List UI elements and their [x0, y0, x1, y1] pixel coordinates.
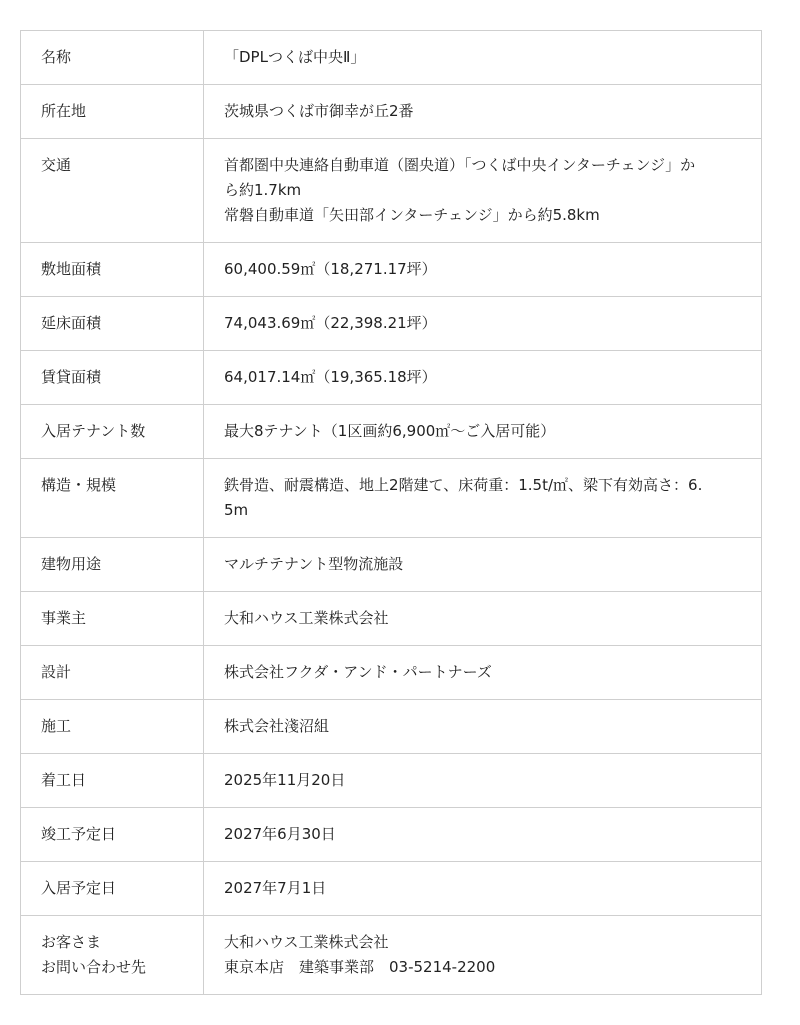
table-row-usage [21, 538, 762, 592]
row-value-text: 2027年7月1日 [224, 879, 327, 897]
row-value-text: 大和ハウス工業株式会社 [224, 933, 389, 951]
table-row-contact [21, 916, 762, 995]
row-value [204, 139, 762, 243]
row-label [21, 592, 204, 646]
table-row-move-in-date [21, 862, 762, 916]
row-label [21, 31, 204, 85]
table-row-access [21, 139, 762, 243]
row-label-text: 敷地面積 [41, 260, 102, 278]
row-label [21, 646, 204, 700]
row-label [21, 808, 204, 862]
table-row-site-area [21, 243, 762, 297]
row-value-text: 東京本店 建築事業部 03-5214-2200 [224, 958, 496, 976]
row-label [21, 351, 204, 405]
row-label [21, 85, 204, 139]
row-value-text: 大和ハウス工業株式会社 [224, 609, 389, 627]
row-label-text: 延床面積 [41, 314, 102, 332]
row-value [204, 754, 762, 808]
row-label-text: 名称 [41, 48, 72, 66]
row-label-text: 入居予定日 [41, 879, 117, 897]
row-value [204, 85, 762, 139]
row-value-text: 2025年11月20日 [224, 771, 346, 789]
table-row-design [21, 646, 762, 700]
row-label-text: 設計 [41, 663, 72, 681]
row-label-text: 交通 [41, 156, 72, 174]
row-label-text: 賃貸面積 [41, 368, 102, 386]
row-value-text: 鉄骨造、耐震構造、地上2階建て、床荷重：1.5t/㎡、梁下有効高さ：6. [224, 476, 703, 494]
row-label [21, 754, 204, 808]
row-value-text: 株式会社淺沼組 [224, 717, 330, 735]
row-value [204, 351, 762, 405]
row-label-text: お問い合わせ先 [41, 958, 147, 976]
table-row-floor-area [21, 297, 762, 351]
table-row-tenants [21, 405, 762, 459]
row-label-text: 入居テナント数 [41, 422, 146, 440]
row-value-text: 最大8テナント（1区画約6,900㎡～ご入居可能） [224, 422, 556, 440]
row-value [204, 459, 762, 538]
table-row-location [21, 85, 762, 139]
row-label [21, 538, 204, 592]
row-value [204, 862, 762, 916]
row-label [21, 139, 204, 243]
table-row-leasable-area [21, 351, 762, 405]
table-row-structure [21, 459, 762, 538]
row-label-text: 建物用途 [41, 555, 102, 573]
row-value [204, 646, 762, 700]
row-value-text: 「DPLつくば中央Ⅱ」 [224, 48, 366, 66]
row-value [204, 405, 762, 459]
row-value-text: 5m [224, 501, 249, 519]
row-label-text: 着工日 [41, 771, 87, 789]
row-value-text: 64,017.14㎡（19,365.18坪） [224, 368, 437, 386]
row-value-text: 茨城県つくば市御幸が丘2番 [224, 102, 414, 120]
row-label [21, 297, 204, 351]
table-row-name [21, 31, 762, 85]
row-value-text: 60,400.59㎡（18,271.17坪） [224, 260, 437, 278]
row-label-text: 事業主 [41, 609, 87, 627]
table-row-construction [21, 700, 762, 754]
row-label [21, 700, 204, 754]
row-value [204, 297, 762, 351]
row-value [204, 808, 762, 862]
row-label-text: 施工 [41, 717, 72, 735]
row-value-text: マルチテナント型物流施設 [224, 555, 404, 573]
row-label-text: お客さま [41, 933, 102, 951]
row-value-text: 株式会社フクダ・アンド・パートナーズ [224, 663, 492, 681]
row-value-text: 2027年6月30日 [224, 825, 336, 843]
row-label-text: 竣工予定日 [41, 825, 117, 843]
row-value [204, 243, 762, 297]
table-row-start-date [21, 754, 762, 808]
row-value-text: 首都圏中央連絡自動車道（圏央道）「つくば中央インターチェンジ」か [224, 156, 696, 174]
table-row-completion-date [21, 808, 762, 862]
row-value [204, 916, 762, 995]
row-label [21, 459, 204, 538]
table-row-developer [21, 592, 762, 646]
row-label [21, 916, 204, 995]
property-spec-table [20, 30, 762, 995]
row-label [21, 862, 204, 916]
row-label [21, 243, 204, 297]
row-value-text: 常磐自動車道「矢田部インターチェンジ」から約5.8km [224, 206, 600, 224]
row-label-text: 構造・規模 [41, 476, 117, 494]
row-value-text: ら約1.7km [224, 181, 302, 199]
row-label-text: 所在地 [41, 102, 87, 120]
row-value [204, 700, 762, 754]
row-value [204, 31, 762, 85]
row-value [204, 538, 762, 592]
row-value [204, 592, 762, 646]
row-value-text: 74,043.69㎡（22,398.21坪） [224, 314, 437, 332]
row-label [21, 405, 204, 459]
